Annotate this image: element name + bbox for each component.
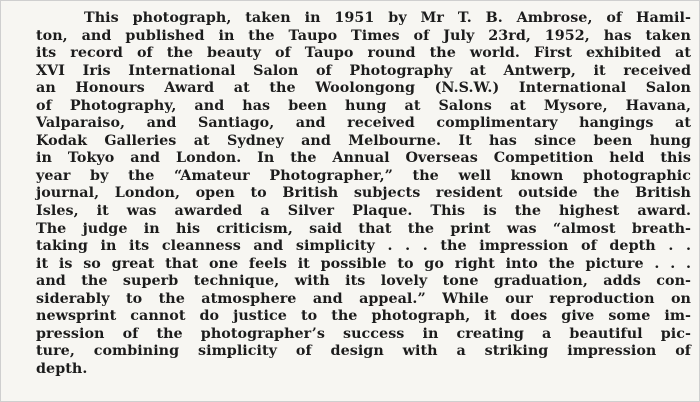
paragraph-line: newsprint cannot do justice to the photograph, it does give some im-	[36, 308, 691, 325]
paragraph-line: ture, combining simplicity of design with a striking impression of	[36, 343, 691, 360]
article-paragraph	[36, 10, 691, 378]
paragraph-line: it is so great that one feels it possible to go right into the picture . . .	[36, 255, 691, 272]
paragraph-line: of Photography, and has been hung at Salons at Mysore, Havana,	[36, 97, 691, 114]
paragraph-line: pression of the photographer’s success in creating a beautiful pic-	[36, 325, 691, 342]
paragraph-line: its record of the beauty of Taupo round the world. First exhibited at	[36, 45, 691, 62]
paragraph-line: XVI Iris International Salon of Photography at Antwerp, it received	[36, 62, 691, 79]
paragraph-line: an Honours Award at the Woolongong (N.S.W.) International Salon	[36, 80, 691, 97]
paragraph-line: journal, London, open to British subjects resident outside the British	[36, 185, 691, 202]
paragraph-line: siderably to the atmosphere and appeal.” While our reproduction on	[36, 290, 691, 307]
paragraph-line: taking in its cleanness and simplicity . . . the impression of depth . .	[36, 238, 691, 255]
paragraph-line: ton, and published in the Taupo Times of July 23rd, 1952, has taken	[36, 27, 691, 44]
paragraph-line: Kodak Galleries at Sydney and Melbourne. It has since been hung	[36, 132, 691, 149]
paragraph-line: Valparaiso, and Santiago, and received complimentary hangings at	[36, 115, 691, 132]
paragraph-line: depth.	[36, 360, 88, 377]
paragraph-line: Isles, it was awarded a Silver Plaque. This is the highest award.	[36, 203, 691, 220]
paragraph-line: This photograph, taken in 1951 by Mr T. B. Ambrose, of Hamil-	[84, 10, 691, 26]
paragraph-line: The judge in his criticism, said that the print was “almost breath-	[36, 220, 691, 237]
paragraph-line: in Tokyo and London. In the Annual Overseas Competition held this	[36, 150, 691, 167]
paragraph-line: year by the “Amateur Photographer,” the well known photographic	[36, 167, 691, 184]
paragraph-line: and the superb technique, with its lovely tone graduation, adds con-	[36, 273, 691, 290]
